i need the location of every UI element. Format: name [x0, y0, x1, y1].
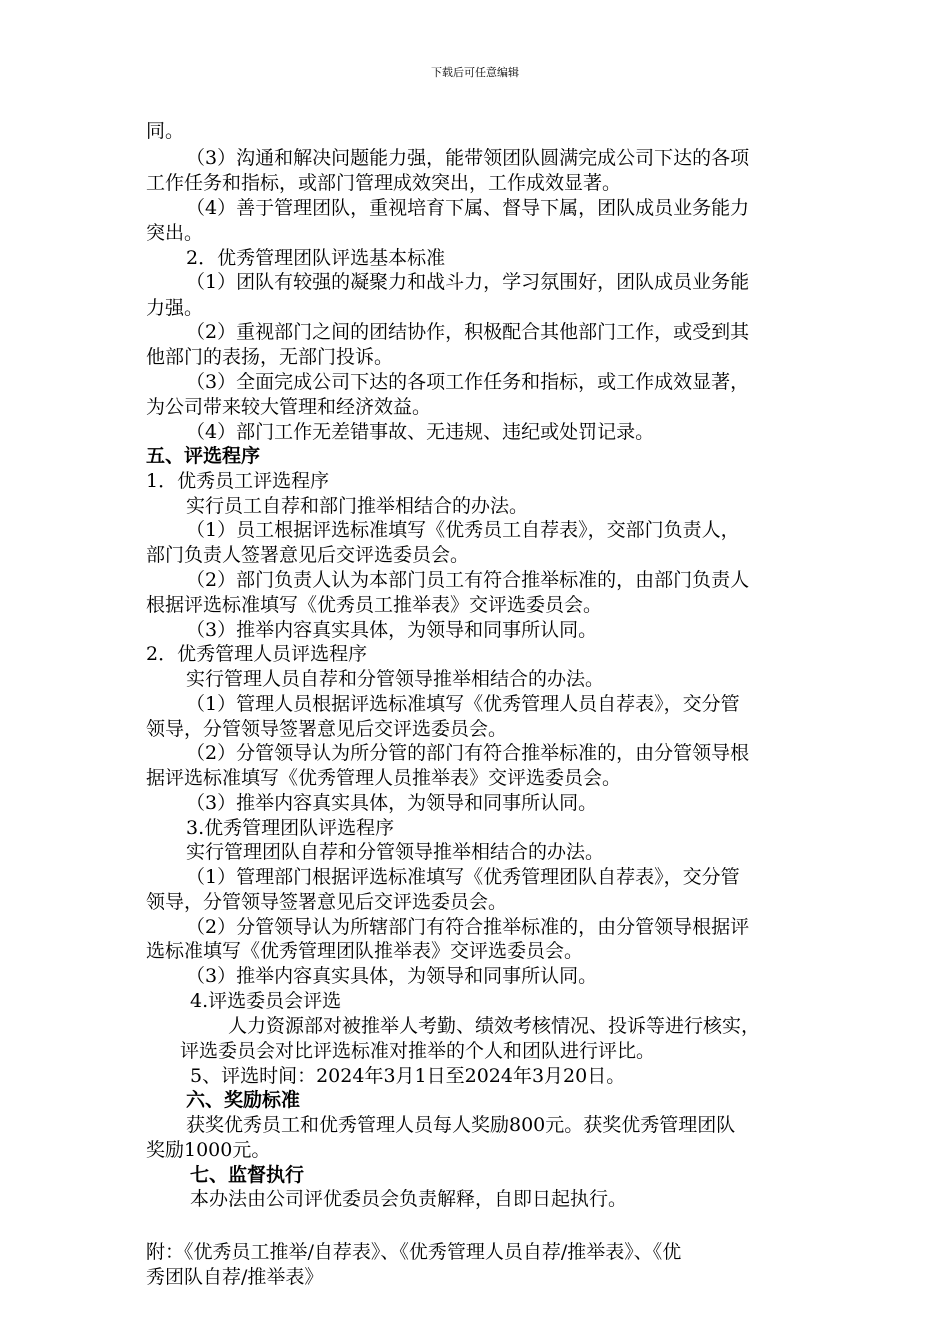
section-heading: 七、监督执行 [190, 1164, 305, 1186]
paragraph-line: 部门负责人签署意见后交评选委员会。 [146, 544, 470, 566]
subsection-heading: 2．优秀管理人员评选程序 [146, 643, 368, 665]
paragraph-line: 为公司带来较大管理和经济效益。 [146, 396, 432, 418]
page-header-note: 下载后可任意编辑 [431, 66, 519, 79]
paragraph-line: （2）分管领导认为所分管的部门有符合推举标准的，由分管领导根 [186, 742, 750, 764]
paragraph-line: 领导，分管领导签署意见后交评选委员会。 [146, 891, 508, 913]
paragraph-line: 本办法由公司评优委员会负责解释，自即日起执行。 [190, 1188, 628, 1210]
paragraph-line: 根据评选标准填写《优秀员工推举表》交评选委员会。 [146, 594, 603, 616]
subsection-heading: 3.优秀管理团队评选程序 [186, 817, 395, 839]
paragraph-line: 力强。 [146, 297, 204, 319]
section-heading: 五、评选程序 [146, 445, 261, 467]
paragraph-line: （1）管理人员根据评选标准填写《优秀管理人员自荐表》，交分管 [186, 693, 740, 715]
paragraph-line: 奖励1000元。 [146, 1139, 271, 1161]
paragraph-line: （3）推举内容真实具体，为领导和同事所认同。 [186, 619, 598, 641]
subsection-heading: 2．优秀管理团队评选基本标准 [186, 247, 446, 269]
paragraph-line: （3）全面完成公司下达的各项工作任务和指标，或工作成效显著， [186, 371, 750, 393]
attachment-line: 秀团队自荐/推举表》 [146, 1266, 324, 1288]
paragraph-line: 工作任务和指标，或部门管理成效突出，工作成效显著。 [146, 172, 622, 194]
paragraph-line: 评选委员会对比评选标准对推举的个人和团队进行评比。 [180, 1040, 656, 1062]
paragraph-line: 5、评选时间：2024年3月1日至2024年3月20日。 [190, 1065, 626, 1087]
paragraph-line: 实行员工自荐和部门推举相结合的办法。 [186, 495, 529, 517]
paragraph-line: （1）员工根据评选标准填写《优秀员工自荐表》，交部门负责人， [186, 519, 740, 541]
paragraph-line: 人力资源部对被推举人考勤、绩效考核情况、投诉等进行核实， [228, 1015, 761, 1037]
paragraph-line: 突出。 [146, 222, 204, 244]
paragraph-line: （1）团队有较强的凝聚力和战斗力，学习氛围好，团队成员业务能 [186, 271, 750, 293]
paragraph-line: （2）分管领导认为所辖部门有符合推举标准的，由分管领导根据评 [186, 916, 750, 938]
attachment-line: 附：《优秀员工推举/自荐表》、《优秀管理人员自荐/推举表》、《优 [146, 1241, 682, 1263]
paragraph-line: （2）部门负责人认为本部门员工有符合推举标准的，由部门负责人 [186, 569, 750, 591]
paragraph-line: （3）沟通和解决问题能力强，能带领团队圆满完成公司下达的各项 [186, 147, 750, 169]
section-heading: 六、奖励标准 [186, 1089, 301, 1111]
paragraph-line: 选标准填写《优秀管理团队推举表》交评选委员会。 [146, 940, 584, 962]
paragraph-line: 据评选标准填写《优秀管理人员推举表》交评选委员会。 [146, 767, 622, 789]
paragraph-line: （3）推举内容真实具体，为领导和同事所认同。 [186, 792, 598, 814]
paragraph-line: （4）部门工作无差错事故、无违规、违纪或处罚记录。 [186, 421, 655, 443]
paragraph-line: 获奖优秀员工和优秀管理人员每人奖励800元。获奖优秀管理团队 [186, 1114, 736, 1136]
paragraph-line: 实行管理团队自荐和分管领导推举相结合的办法。 [186, 841, 605, 863]
paragraph-line: 同。 [146, 120, 185, 142]
paragraph-line: （3）推举内容真实具体，为领导和同事所认同。 [186, 965, 598, 987]
paragraph-line: （2）重视部门之间的团结协作，积极配合其他部门工作，或受到其 [186, 321, 750, 343]
paragraph-line: 领导，分管领导签署意见后交评选委员会。 [146, 718, 508, 740]
paragraph-line: （1）管理部门根据评选标准填写《优秀管理团队自荐表》，交分管 [186, 866, 740, 888]
paragraph-line: 他部门的表扬，无部门投诉。 [146, 346, 394, 368]
subsection-heading: 1．优秀员工评选程序 [146, 470, 330, 492]
subsection-heading: 4.评选委员会评选 [190, 990, 342, 1012]
paragraph-line: （4）善于管理团队，重视培育下属、督导下属，团队成员业务能力 [186, 197, 750, 219]
paragraph-line: 实行管理人员自荐和分管领导推举相结合的办法。 [186, 668, 605, 690]
